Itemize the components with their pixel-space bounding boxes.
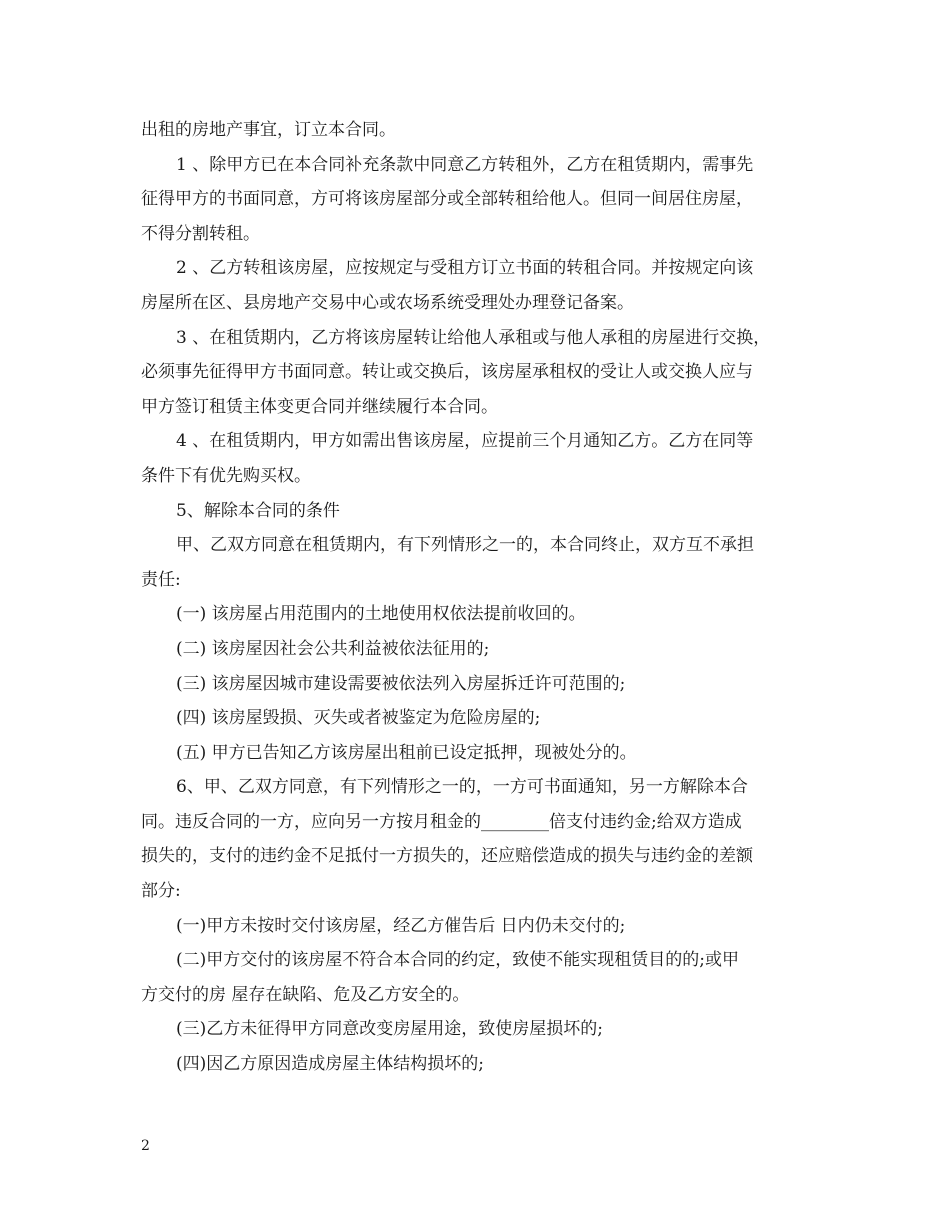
clause-1: 1 、除甲方已在本合同补充条款中同意乙方转租外，乙方在租赁期内，需事先 bbox=[176, 154, 754, 175]
clause-6: 6、甲、乙双方同意，有下列情形之一的，一方可书面通知，另一方解除本合 bbox=[176, 777, 748, 798]
text-line: 部分: bbox=[141, 881, 181, 902]
text-line: 必须事先征得甲方书面同意。转让或交换后，该房屋承租权的受让人或交换人应与 bbox=[141, 362, 753, 383]
section-heading: 5、解除本合同的条件 bbox=[176, 500, 340, 521]
text-line: 同。违反合同的一方，应向另一方按月租金的________倍支付违约金;给双方造成 bbox=[141, 811, 742, 832]
list-item: (一) 该房屋占用范围内的土地使用权依法提前收回的。 bbox=[176, 604, 586, 625]
page-number: 2 bbox=[141, 1138, 150, 1154]
clause-3: 3 、在租赁期内，乙方将该房屋转让给他人承租或与他人承租的房屋进行交换， bbox=[176, 327, 771, 348]
list-item: (三) 该房屋因城市建设需要被依法列入房屋拆迁许可范围的; bbox=[176, 673, 626, 694]
text-line: 出租的房地产事宜，订立本合同。 bbox=[141, 120, 396, 140]
text-line: 甲、乙双方同意在租赁期内，有下列情形之一的，本合同终止，双方互不承担 bbox=[176, 535, 754, 556]
clause-2: 2 、乙方转租该房屋，应按规定与受租方订立书面的转租合同。并按规定向该 bbox=[176, 258, 754, 279]
text-line: 房屋所在区、县房地产交易中心或农场系统受理处办理登记备案。 bbox=[141, 292, 634, 313]
text-line: 不得分割转租。 bbox=[141, 223, 260, 244]
list-item: (一)甲方未按时交付该房屋，经乙方催告后 日内仍未交付的; bbox=[176, 915, 626, 936]
text-line: 征得甲方的书面同意，方可将该房屋部分或全部转租给他人。但同一间居住房屋， bbox=[141, 189, 753, 210]
text-line: 损失的，支付的违约金不足抵付一方损失的，还应赔偿造成的损失与违约金的差额 bbox=[141, 846, 753, 867]
text-line: 甲方签订租赁主体变更合同并继续履行本合同。 bbox=[141, 396, 498, 417]
list-item: (二) 该房屋因社会公共利益被依法征用的; bbox=[176, 638, 490, 659]
list-item: (三)乙方未征得甲方同意改变房屋用途，致使房屋损坏的; bbox=[176, 1019, 603, 1040]
list-item: (二)甲方交付的该房屋不符合本合同的约定，致使不能实现租赁目的的;或甲 bbox=[176, 950, 739, 971]
text-line: 责任: bbox=[141, 569, 181, 590]
clause-4: 4 、在租赁期内，甲方如需出售该房屋，应提前三个月通知乙方。乙方在同等 bbox=[176, 431, 754, 452]
list-item: (四)因乙方原因造成房屋主体结构损坏的; bbox=[176, 1054, 484, 1075]
text-line: 方交付的房 屋存在缺陷、危及乙方安全的。 bbox=[141, 984, 470, 1005]
list-item: (五) 甲方已告知乙方该房屋出租前已设定抵押，现被处分的。 bbox=[176, 742, 637, 763]
contract-body bbox=[141, 113, 821, 1082]
text-line: 条件下有优先购买权。 bbox=[141, 465, 311, 486]
list-item: (四) 该房屋毁损、灭失或者被鉴定为危险房屋的; bbox=[176, 708, 541, 729]
